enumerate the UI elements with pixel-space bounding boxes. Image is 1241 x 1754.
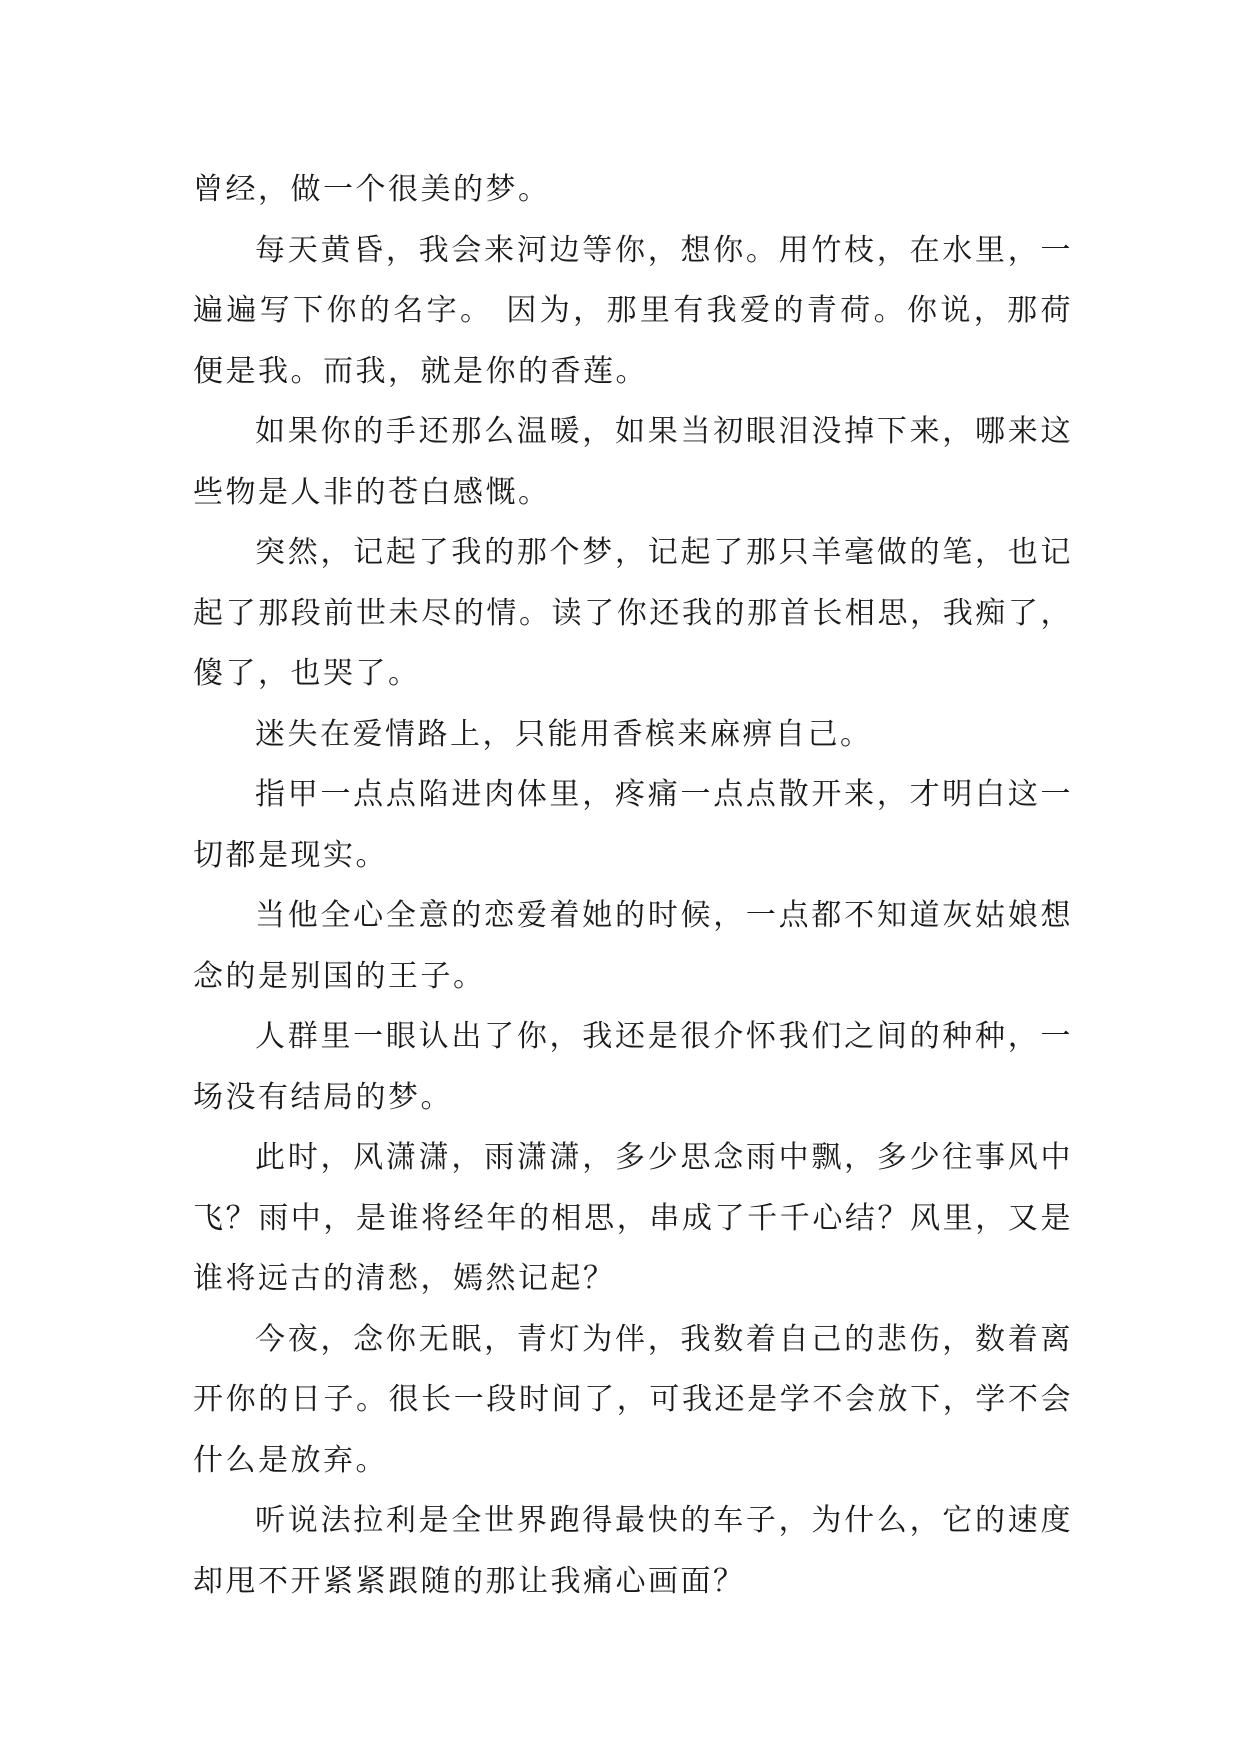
paragraph-5: 迷失在爱情路上，只能用香槟来麻痹自己。 — [255, 716, 873, 752]
paragraph-8: 人群里一眼认出了你，我还是很介怀我们之间的种种，一场没有结局的梦。 — [193, 1019, 1073, 1115]
paragraph-3: 如果你的手还那么温暖，如果当初眼泪没掉下来，哪来这些物是人非的苍白感慨。 — [193, 414, 1073, 510]
paragraph-7: 当他全心全意的恋爱着她的时候，一点都不知道灰姑娘想念的是别国的王子。 — [193, 898, 1073, 994]
paragraph-10: 今夜，念你无眠，青灯为伴，我数着自己的悲伤，数着离开你的日子。很长一段时间了，可我还是学不会放下，学不会什么是放弃。 — [193, 1321, 1073, 1478]
paragraph-4: 突然，记起了我的那个梦，记起了那只羊毫做的笔，也记起了那段前世未尽的情。读了你还我的那首长相思，我痴了，傻了，也哭了。 — [193, 535, 1073, 691]
document-body — [193, 160, 1073, 1612]
paragraph-11: 听说法拉利是全世界跑得最快的车子，为什么，它的速度却甩不开紧紧跟随的那让我痛心画面？ — [193, 1503, 1073, 1599]
paragraph-6: 指甲一点点陷进肉体里，疼痛一点点散开来，才明白这一切都是现实。 — [193, 777, 1073, 873]
paragraph-9: 此时，风潇潇，雨潇潇，多少思念雨中飘，多少往事风中飞？雨中，是谁将经年的相思，串成了千千心结？风里，又是谁将远古的清愁，嫣然记起？ — [193, 1140, 1073, 1296]
paragraph-2: 每天黄昏，我会来河边等你，想你。用竹枝，在水里，一遍遍写下你的名字。 因为，那里有我爱的青荷。你说，那荷便是我。而我，就是你的香莲。 — [193, 232, 1073, 389]
paragraph-1: 曾经，做一个很美的梦。 — [193, 172, 551, 207]
